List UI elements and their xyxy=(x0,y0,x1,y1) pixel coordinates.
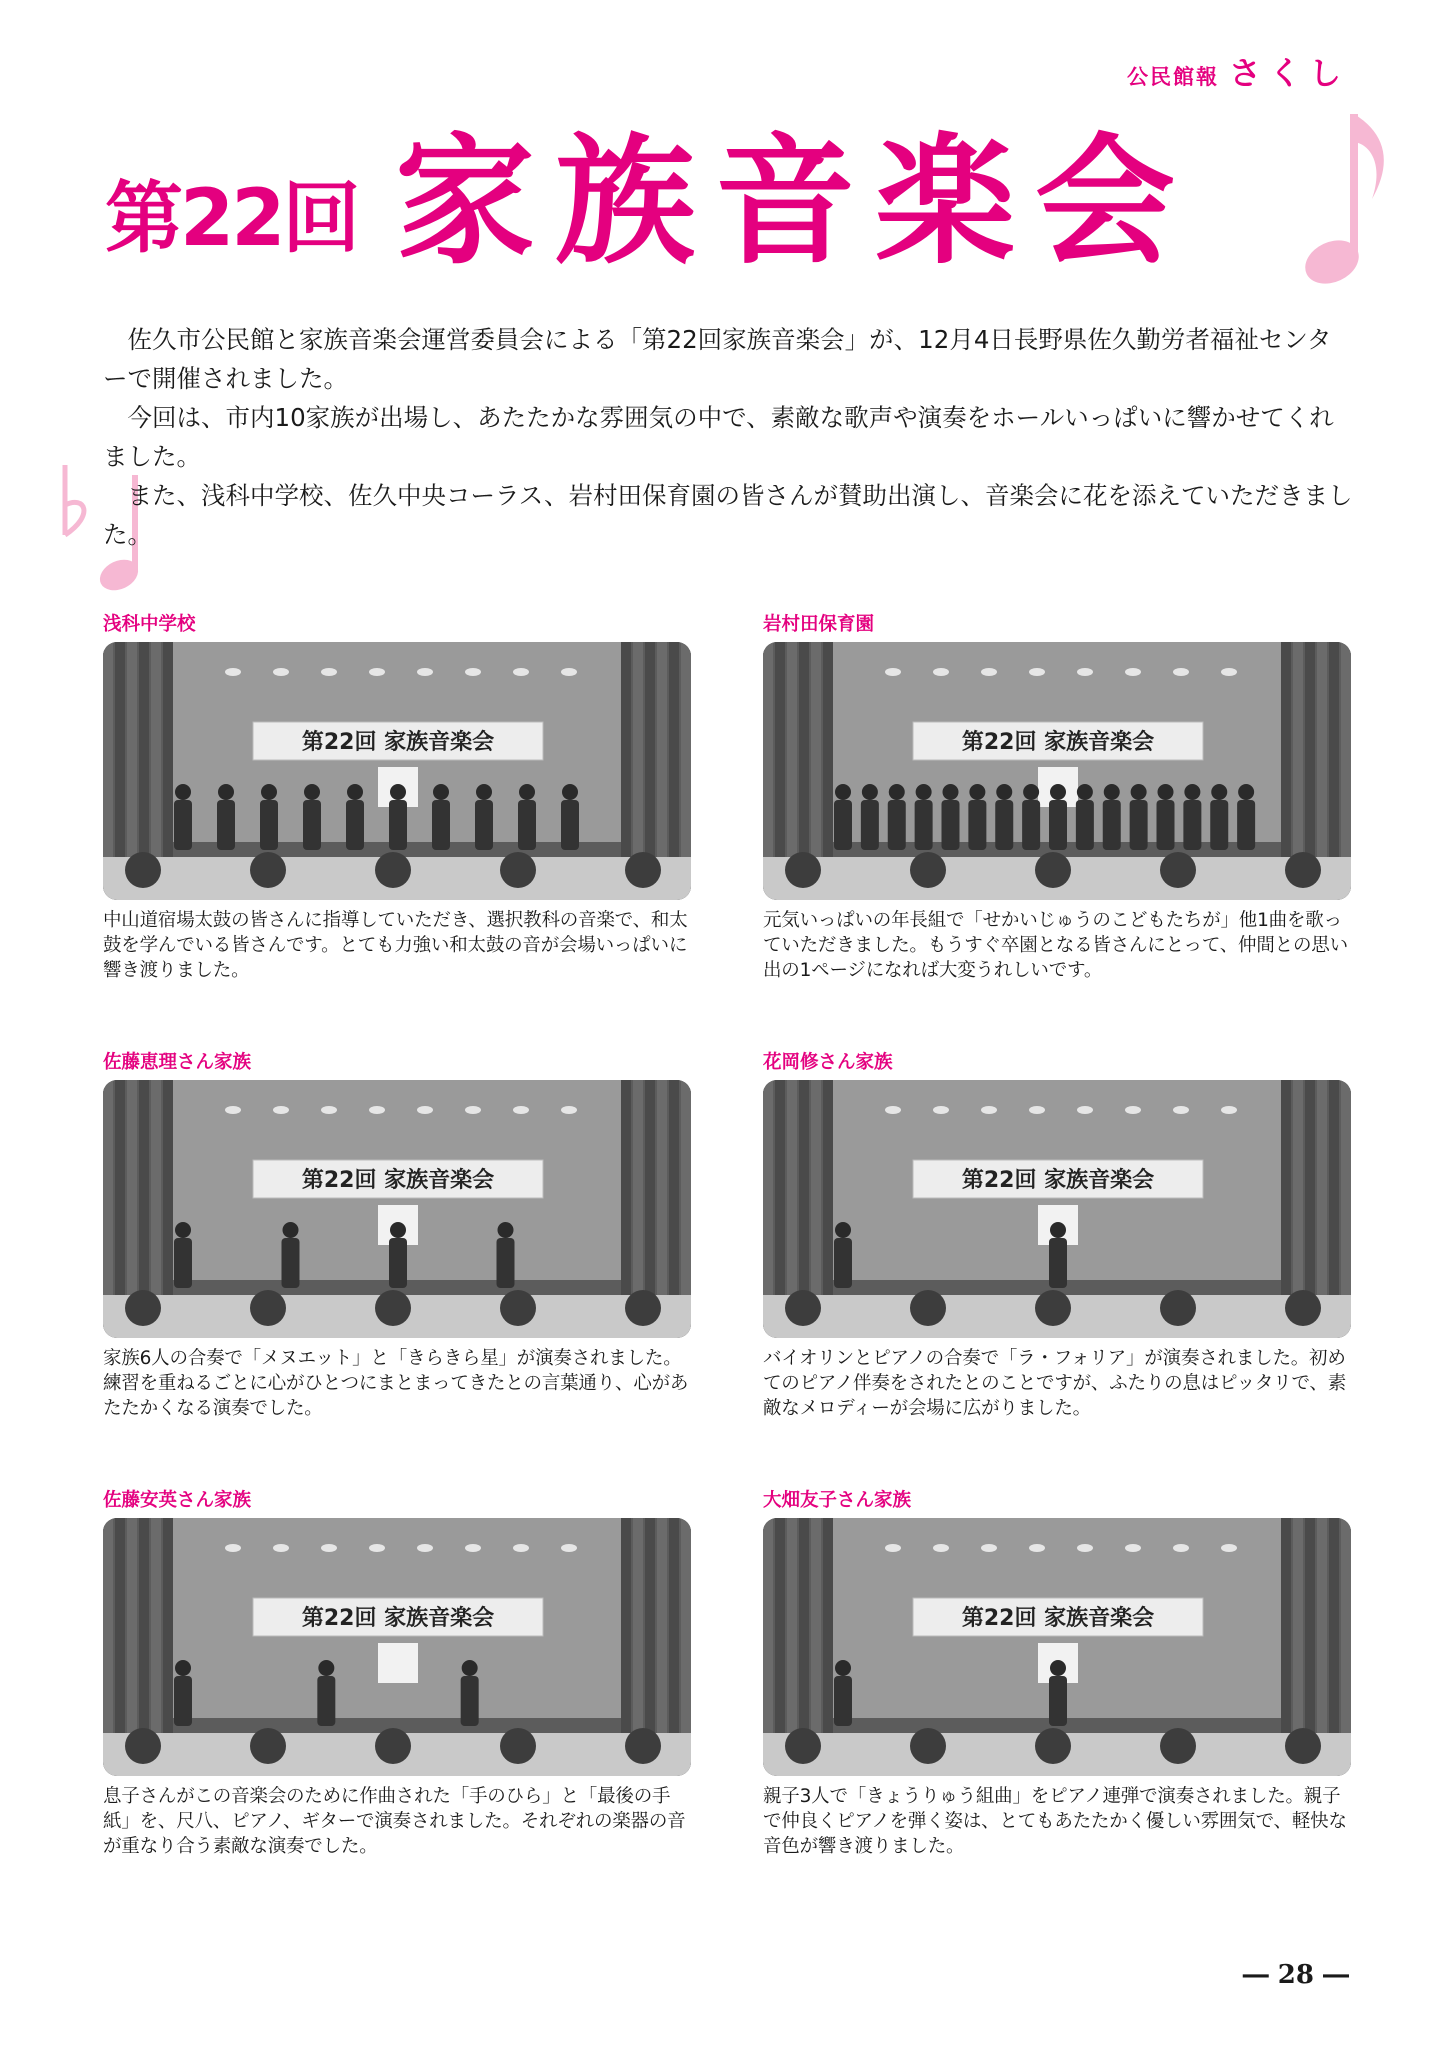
stage-photo xyxy=(103,1518,691,1776)
photo-block xyxy=(763,1050,1353,1421)
event-banner xyxy=(253,1598,543,1636)
photo-description: 息子さんがこの音楽会のために作曲された「手のひら」と「最後の手紙」を、尺八、ピアノ、ギターで演奏されました。それぞれの楽器の音が重なり合う素敵な演奏でした。 xyxy=(103,1786,686,1857)
event-banner xyxy=(913,1598,1203,1636)
page-title xyxy=(105,118,1355,288)
stage-photo xyxy=(763,1080,1351,1338)
publication-small-label: 公民館報 xyxy=(1126,64,1219,89)
banner-text: 第22回 家族音楽会 xyxy=(301,730,495,755)
intro-paragraph: また、浅科中学校、佐久中央コーラス、岩村田保育園の皆さんが賛助出演し、音楽会に花を添えていただきました。 xyxy=(103,481,1353,549)
photo-block xyxy=(763,612,1353,983)
publication-big-label: さくし xyxy=(1228,54,1349,92)
intro-text xyxy=(103,320,1353,554)
photo-description: 家族6人の合奏で「メヌエット」と「きらきら星」が演奏されました。練習を重ねるごとに心がひとつにまとまってきたとの言葉通り、心があたたかくなる演奏でした。 xyxy=(103,1348,689,1419)
publication-name xyxy=(1127,48,1349,94)
title-number: 第22回 xyxy=(105,174,358,264)
stage-photo xyxy=(763,1518,1351,1776)
event-banner xyxy=(253,1160,543,1198)
photo-description: バイオリンとピアノの合奏で「ラ・フォリア」が演奏されました。初めてのピアノ伴奏をされたとのことですが、ふたりの息はピッタリで、素敵なメロディーが会場に広がりました。 xyxy=(763,1348,1347,1419)
intro-paragraph: 今回は、市内10家族が出場し、あたたかな雰囲気の中で、素敵な歌声や演奏をホールいっぱいに響かせてくれました。 xyxy=(103,403,1334,471)
photo-description: 親子3人で「きょうりゅう組曲」をピアノ連弾で演奏されました。親子で仲良くピアノを弾く姿は、とてもあたたかく優しい雰囲気で、軽快な音色が響き渡りました。 xyxy=(763,1786,1347,1857)
photo-caption: 佐藤安英さん家族 xyxy=(103,1490,252,1511)
banner-text: 第22回 家族音楽会 xyxy=(301,1168,495,1193)
banner-text: 第22回 家族音楽会 xyxy=(301,1606,495,1631)
stage-photo xyxy=(763,642,1351,900)
photo-caption: 佐藤恵理さん家族 xyxy=(103,1052,252,1073)
stage-photo xyxy=(103,1080,691,1338)
photo-block xyxy=(763,1488,1353,1859)
intro-paragraph: 佐久市公民館と家族音楽会運営委員会による「第22回家族音楽会」が、12月4日長野県佐久勤労者福祉センターで開催されました。 xyxy=(103,325,1332,393)
page-number: ― 28 ― xyxy=(1242,1960,1349,1990)
photo-caption: 浅科中学校 xyxy=(103,614,196,635)
photo-caption: 花岡修さん家族 xyxy=(763,1052,893,1073)
banner-text: 第22回 家族音楽会 xyxy=(961,730,1155,755)
event-banner xyxy=(913,722,1203,760)
event-banner xyxy=(253,722,543,760)
photo-caption: 大畑友子さん家族 xyxy=(763,1490,912,1511)
photo-description: 中山道宿場太鼓の皆さんに指導していただき、選択教科の音楽で、和太鼓を学んでいる皆さんです。とても力強い和太鼓の音が会場いっぱいに響き渡りました。 xyxy=(103,910,688,981)
photo-block xyxy=(103,1488,693,1859)
photo-block xyxy=(103,1050,693,1421)
banner-text: 第22回 家族音楽会 xyxy=(961,1606,1155,1631)
photo-block xyxy=(103,612,693,983)
stage-photo xyxy=(103,642,691,900)
banner-text: 第22回 家族音楽会 xyxy=(961,1168,1155,1193)
title-main: 家族音楽会 xyxy=(395,121,1196,284)
event-banner xyxy=(913,1160,1203,1198)
photo-caption: 岩村田保育園 xyxy=(763,614,875,635)
photo-description: 元気いっぱいの年長組で「せかいじゅうのこどもたちが」他1曲を歌っていただきました。もうすぐ卒園となる皆さんにとって、仲間との思い出の1ページになれば大変うれしいです。 xyxy=(763,910,1348,981)
